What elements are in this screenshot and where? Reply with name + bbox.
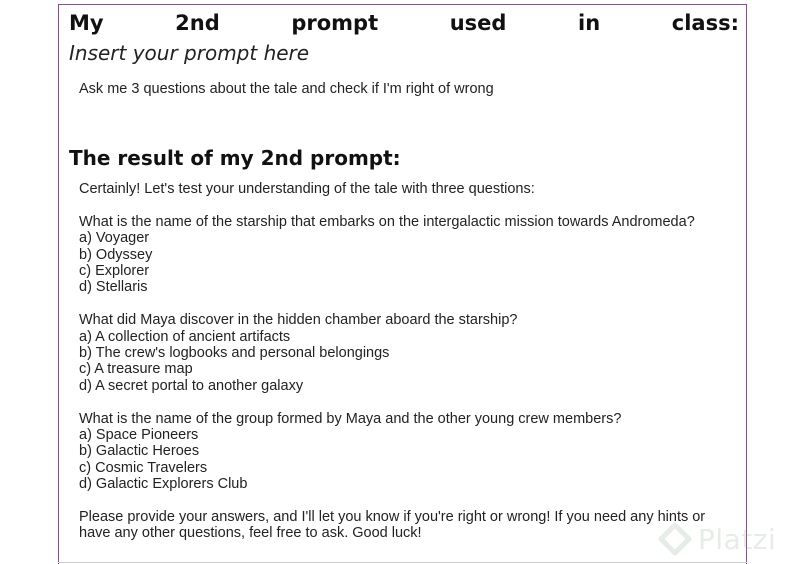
answer-option: c) Explorer (79, 263, 150, 280)
result-intro: Certainly! Let's test your understanding of the tale with three questions: (79, 181, 535, 197)
result-body (79, 181, 739, 558)
answer-option: d) A secret portal to another galaxy (79, 377, 304, 394)
result-closing: Please provide your answers, and I'll let you know if you're right or wrong! If you need any hints or have any other questions, feel free to ask. Good luck! (79, 509, 706, 542)
heading-word: in (578, 11, 601, 35)
prompt-subheading: Insert your prompt here (69, 41, 310, 65)
heading-word: My (69, 11, 104, 35)
answer-option: b) Galactic Heroes (79, 443, 200, 460)
heading-word: class: (671, 11, 739, 35)
answer-option: c) Cosmic Travelers (79, 459, 208, 476)
answer-option: d) Galactic Explorers Club (79, 476, 248, 493)
answer-option: c) A treasure map (79, 361, 193, 378)
question-text: What did Maya discover in the hidden chamber aboard the starship? (79, 312, 518, 329)
prompt-text: Ask me 3 questions about the tale and check if I'm right of wrong (79, 81, 494, 97)
platzi-logo-icon (658, 522, 692, 556)
heading-word: prompt (291, 11, 379, 35)
answer-option: b) The crew's logbooks and personal belongings (79, 345, 390, 362)
watermark-text: Platzi (698, 522, 777, 556)
heading-word: 2nd (175, 11, 220, 35)
result-heading: The result of my 2nd prompt: (69, 146, 401, 170)
platzi-watermark (658, 522, 776, 556)
answer-option: a) Voyager (79, 230, 150, 247)
question-block (79, 312, 739, 394)
question-block (79, 411, 739, 493)
answer-option: d) Stellaris (79, 279, 148, 296)
question-text: What is the name of the group formed by Maya and the other young crew members? (79, 410, 622, 427)
answer-option: a) Space Pioneers (79, 427, 199, 444)
answer-option: b) Odyssey (79, 246, 153, 263)
heading-word: used (449, 11, 507, 35)
question-block (79, 214, 739, 296)
divider (58, 562, 747, 563)
answer-option: a) A collection of ancient artifacts (79, 328, 291, 345)
prompt-heading (69, 9, 739, 37)
question-text: What is the name of the starship that embarks on the intergalactic mission towards Andromeda? (79, 213, 695, 230)
